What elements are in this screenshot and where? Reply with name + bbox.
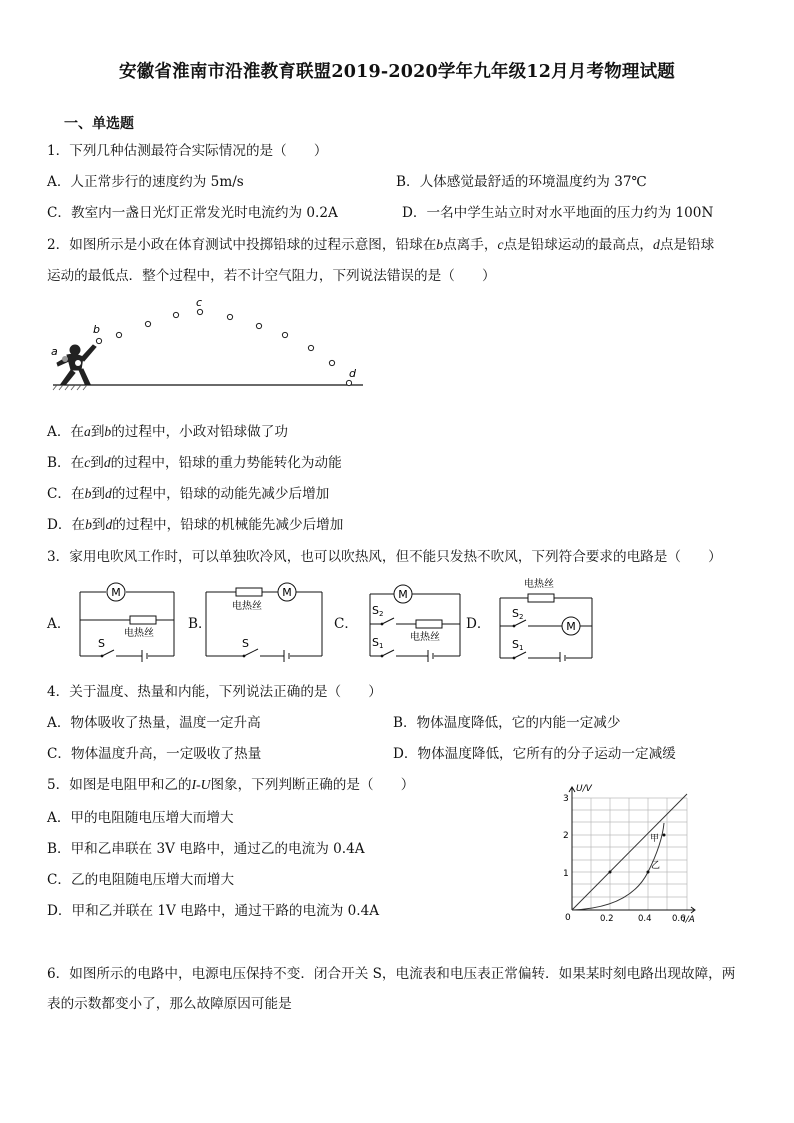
- q4-option-c: C．物体温度升高，一定吸收了热量: [47, 746, 262, 762]
- graph-label-jia: 甲: [650, 834, 660, 844]
- q2-option-b: B．在c到d的过程中，铅球的重力势能转化为动能: [47, 455, 342, 471]
- motor-label-a: M: [111, 586, 121, 599]
- heater-label-b: 电热丝: [232, 601, 262, 612]
- circuit-a: [68, 580, 180, 662]
- graph-y-tick-3: 3: [563, 794, 569, 804]
- fig-label-c: c: [196, 296, 203, 309]
- switch-label-a: S: [98, 637, 105, 650]
- switch-label-c-s1: S1: [372, 636, 384, 650]
- graph-x-axis-label: I/A: [683, 915, 695, 925]
- q1-option-b: B．人体感觉最舒适的环境温度约为 37℃: [396, 174, 647, 190]
- q2-stem-line1: 2．如图所示是小政在体育测试中投掷铅球的过程示意图，铅球在b点离手，c点是铅球运动的最高点，d点是铅球: [47, 237, 715, 253]
- q5-option-d: D．甲和乙并联在 1V 电路中，通过干路的电流为 0.4A: [47, 903, 380, 919]
- fig-label-b: b: [93, 323, 100, 336]
- circuit-c: [360, 580, 464, 662]
- motor-label-d: M: [566, 620, 576, 633]
- heater-label-c: 电热丝: [410, 632, 440, 643]
- q4-option-b: B．物体温度降低，它的内能一定减少: [393, 715, 621, 731]
- q1-option-d: D．一名中学生站立时对水平地面的压力约为 100N: [402, 205, 714, 221]
- q2-stem-line2: 运动的最低点．整个过程中，若不计空气阻力，下列说法错误的是（ ）: [47, 268, 496, 284]
- q1-option-a: A．人正常步行的速度约为 5m/s: [47, 174, 244, 190]
- heater-label-d: 电热丝: [524, 579, 554, 590]
- q2-option-a: A．在a到b的过程中，小政对铅球做了功: [47, 424, 288, 440]
- q3-label-a: A．: [47, 616, 71, 632]
- switch-label-c-s2: S2: [372, 604, 384, 618]
- switch-label-d-s2: S2: [512, 607, 524, 621]
- circuit-d: [492, 576, 596, 662]
- graph-y-tick-1: 1: [563, 869, 569, 879]
- circuit-b: [200, 578, 326, 662]
- athlete-figure: [57, 345, 96, 384]
- q5-option-c: C．乙的电阻随电压增大而增大: [47, 872, 235, 888]
- iu-graph: [560, 780, 700, 925]
- motor-label-c: M: [398, 588, 408, 601]
- curve-jia-line: [572, 794, 687, 910]
- motor-label-b: M: [282, 586, 292, 599]
- switch-label-d-s1: S1: [512, 638, 524, 652]
- graph-x-tick-04: 0.4: [638, 914, 652, 924]
- fig-label-a: a: [51, 345, 58, 358]
- q4-option-d: D．物体温度降低，它所有的分子运动一定减缓: [393, 746, 676, 762]
- q3-label-b: B．: [188, 616, 212, 632]
- section-heading: 一、单选题: [64, 116, 134, 132]
- q4-option-a: A．物体吸收了热量，温度一定升高: [47, 715, 261, 731]
- q3-label-d: D．: [466, 616, 491, 632]
- point-jia-1v: [609, 871, 612, 874]
- graph-y-tick-2: 2: [563, 831, 569, 841]
- point-yi-1v: [647, 871, 650, 874]
- point-yi-2v: [663, 834, 666, 837]
- graph-label-yi: 乙: [651, 861, 661, 871]
- fig-label-d: d: [349, 367, 356, 380]
- q3-label-c: C．: [334, 616, 358, 632]
- q3-stem: 3．家用电吹风工作时，可以单独吹冷风，也可以吹热风，但不能只发热不吹风，下列符合要求的电路是（ ）: [47, 549, 722, 565]
- graph-x-tick-06: 0.6: [672, 914, 686, 924]
- q4-stem: 4．关于温度、热量和内能，下列说法正确的是（ ）: [47, 684, 382, 700]
- switch-label-b: S: [242, 637, 249, 650]
- q5-stem: 5．如图是电阻甲和乙的I-U图象，下列判断正确的是（ ）: [47, 777, 415, 793]
- graph-x-tick-02: 0.2: [600, 914, 614, 924]
- heater-label-a: 电热丝: [124, 628, 154, 639]
- q1-stem: 1．下列几种估测最符合实际情况的是（ ）: [47, 143, 328, 159]
- q6-stem-line1: 6．如图所示的电路中，电源电压保持不变．闭合开关 S，电流表和电压表正常偏转．如果某时刻电路出现故障，两: [47, 966, 736, 982]
- q1-option-c: C．教室内一盏日光灯正常发光时电流约为 0.2A: [47, 205, 338, 221]
- trajectory-points: [96, 309, 351, 385]
- page-title: 安徽省淮南市沿淮教育联盟2019-2020学年九年级12月月考物理试题: [118, 62, 676, 82]
- q5-option-a: A．甲的电阻随电压增大而增大: [47, 810, 234, 826]
- q2-option-d: D．在b到d的过程中，铅球的机械能先减少后增加: [47, 517, 344, 533]
- graph-origin: 0: [565, 913, 571, 923]
- graph-y-axis-label: U/V: [576, 784, 592, 794]
- q6-stem-line2: 表的示数都变小了，那么故障原因可能是: [47, 996, 292, 1012]
- shot-put-figure: [45, 295, 365, 395]
- q2-option-c: C．在b到d的过程中，铅球的动能先减少后增加: [47, 486, 330, 502]
- q5-option-b: B．甲和乙串联在 3V 电路中，通过乙的电流为 0.4A: [47, 841, 365, 857]
